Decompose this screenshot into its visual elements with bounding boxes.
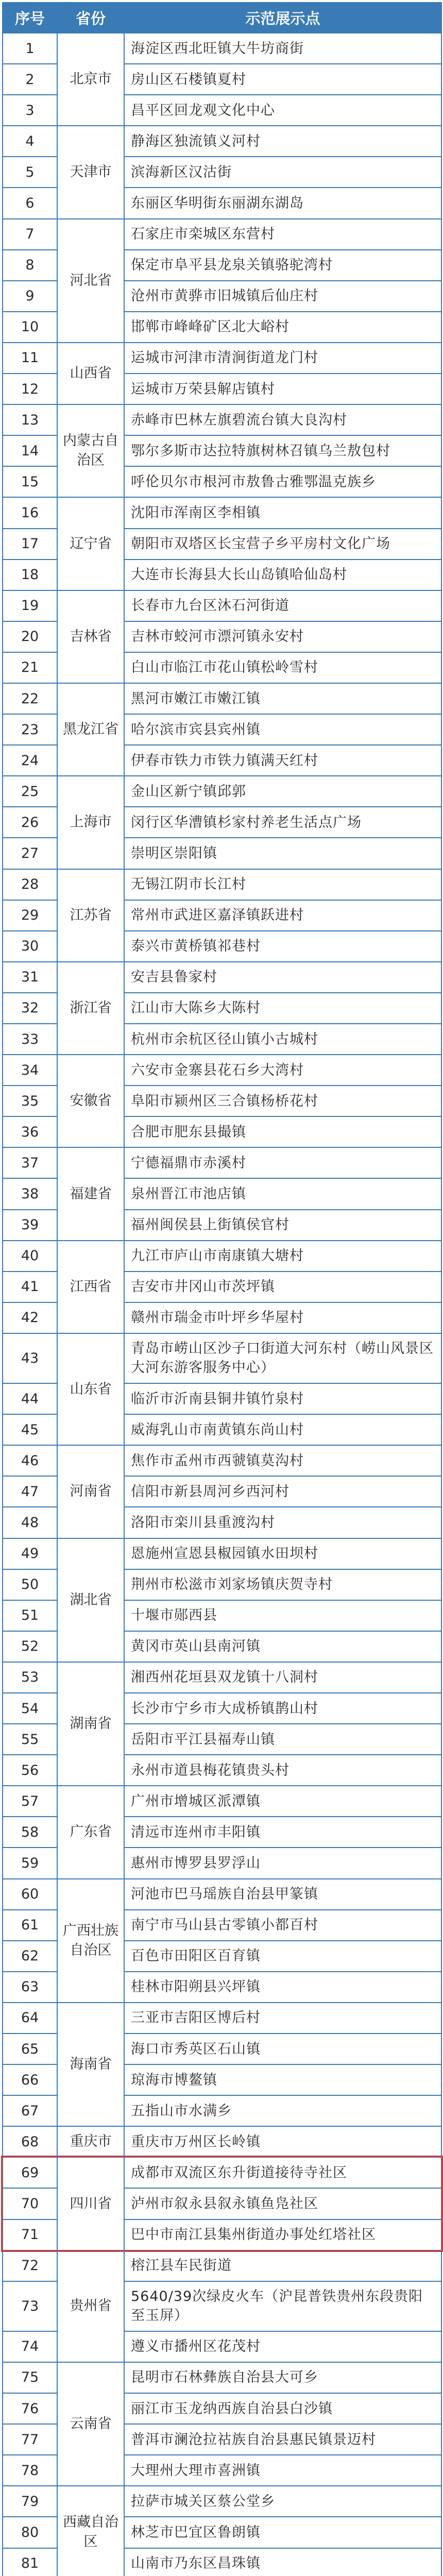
province-cell: 重庆市 <box>57 2126 124 2157</box>
province-cell: 江西省 <box>57 1241 124 1333</box>
table-row <box>3 1786 441 1817</box>
province-cell: 云南省 <box>57 2362 124 2486</box>
province-cell: 江苏省 <box>57 869 124 962</box>
site-cell: 吉林市蛟河市漂河镇永安村 <box>124 621 441 652</box>
row-index: 52 <box>3 1631 57 1662</box>
site-cell: 九江市庐山市南康镇大塘村 <box>124 1241 441 1272</box>
province-cell: 湖北省 <box>57 1538 124 1662</box>
table-row <box>3 2486 441 2517</box>
row-index: 19 <box>3 590 57 621</box>
table-row <box>3 869 441 900</box>
site-cell: 河池市巴马瑶族自治县甲篆镇 <box>124 1879 441 1910</box>
row-index: 69 <box>3 2157 57 2188</box>
site-cell: 榕江县车民街道 <box>124 2250 441 2281</box>
table-row <box>3 1662 441 1693</box>
row-index: 39 <box>3 1210 57 1241</box>
row-index: 44 <box>3 1383 57 1414</box>
row-index: 76 <box>3 2393 57 2424</box>
site-cell: 安吉县鲁家村 <box>124 962 441 993</box>
row-index: 70 <box>3 2188 57 2219</box>
row-index: 58 <box>3 1817 57 1848</box>
site-cell: 崇明区崇阳镇 <box>124 838 441 869</box>
row-index: 6 <box>3 188 57 218</box>
row-index: 9 <box>3 281 57 312</box>
province-cell: 上海市 <box>57 776 124 869</box>
row-index: 16 <box>3 497 57 528</box>
table-row <box>3 1055 441 1086</box>
site-cell: 五指山市水满乡 <box>124 2095 441 2126</box>
row-index: 12 <box>3 374 57 404</box>
site-cell: 保定市阜平县龙泉关镇骆驼湾村 <box>124 250 441 281</box>
province-cell: 西藏自治区 <box>57 2486 124 2576</box>
province-cell: 福建省 <box>57 1147 124 1240</box>
province-cell: 内蒙古自治区 <box>57 404 124 497</box>
site-cell: 清远市连州市丰阳镇 <box>124 1817 441 1848</box>
row-index: 67 <box>3 2095 57 2126</box>
site-cell: 合肥市肥东县撮镇 <box>124 1116 441 1147</box>
row-index: 4 <box>3 126 57 157</box>
site-cell: 福州闽侯县上街镇侯官村 <box>124 1210 441 1241</box>
site-cell: 洛阳市栾川县重渡沟村 <box>124 1507 441 1538</box>
site-cell: 朝阳市双塔区长宝营子乡平房村文化广场 <box>124 529 441 560</box>
table-row <box>3 1879 441 1910</box>
site-cell: 吉安市井冈山市茨坪镇 <box>124 1272 441 1302</box>
row-index: 5 <box>3 157 57 188</box>
row-index: 54 <box>3 1693 57 1724</box>
row-index: 45 <box>3 1414 57 1445</box>
row-index: 25 <box>3 776 57 807</box>
row-index: 50 <box>3 1569 57 1600</box>
row-index: 17 <box>3 529 57 560</box>
site-cell: 黑河市嫩江市嫩江镇 <box>124 683 441 714</box>
row-index: 62 <box>3 1941 57 1972</box>
site-cell: 拉萨市城关区蔡公堂乡 <box>124 2486 441 2517</box>
header-province: 省份 <box>57 3 124 33</box>
site-cell: 黄冈市英山县南河镇 <box>124 1631 441 1662</box>
site-cell: 普洱市澜沧拉祜族自治县惠民镇景迈村 <box>124 2424 441 2455</box>
table-row <box>3 2157 441 2188</box>
table-row <box>3 126 441 157</box>
site-cell: 长春市九台区沐石河街道 <box>124 590 441 621</box>
site-cell: 山南市乃东区昌珠镇 <box>124 2548 441 2576</box>
table-row <box>3 1445 441 1476</box>
province-cell: 黑龙江省 <box>57 683 124 776</box>
site-cell: 昆明市石林彝族自治县大可乡 <box>124 2362 441 2393</box>
row-index: 65 <box>3 2033 57 2064</box>
row-index: 7 <box>3 219 57 250</box>
row-index: 73 <box>3 2281 57 2331</box>
row-index: 48 <box>3 1507 57 1538</box>
site-cell: 泸州市叙永县叙永镇鱼凫社区 <box>124 2188 441 2219</box>
site-cell: 琼海市博鳌镇 <box>124 2064 441 2095</box>
row-index: 79 <box>3 2486 57 2517</box>
site-cell: 南宁市马山县古零镇小都百村 <box>124 1910 441 1941</box>
site-cell: 运城市河津市清涧街道龙门村 <box>124 343 441 374</box>
province-cell: 广东省 <box>57 1786 124 1878</box>
row-index: 43 <box>3 1333 57 1383</box>
table-row <box>3 219 441 250</box>
site-cell: 临沂市沂南县铜井镇竹泉村 <box>124 1383 441 1414</box>
table-row <box>3 404 441 435</box>
site-cell: 闵行区华漕镇杉家村养老生活点广场 <box>124 807 441 838</box>
row-index: 33 <box>3 1024 57 1055</box>
table-row <box>3 2250 441 2281</box>
row-index: 46 <box>3 1445 57 1476</box>
table-row <box>3 962 441 993</box>
row-index: 57 <box>3 1786 57 1817</box>
row-index: 34 <box>3 1055 57 1086</box>
site-cell: 昌平区回龙观文化中心 <box>124 95 441 126</box>
row-index: 29 <box>3 900 57 931</box>
site-cell: 沧州市黄骅市旧城镇后仙庄村 <box>124 281 441 312</box>
site-cell: 无锡江阴市长江村 <box>124 869 441 900</box>
site-cell: 赣州市瑞金市叶坪乡华屋村 <box>124 1302 441 1333</box>
table-row <box>3 590 441 621</box>
table-row <box>3 1333 441 1383</box>
row-index: 49 <box>3 1538 57 1569</box>
site-cell: 宁德福鼎市赤溪村 <box>124 1147 441 1178</box>
site-cell: 永州市道县梅花镇贵头村 <box>124 1755 441 1786</box>
site-cell: 呼伦贝尔市根河市敖鲁古雅鄂温克族乡 <box>124 466 441 497</box>
site-cell: 伊春市铁力市铁力镇满天红村 <box>124 745 441 776</box>
row-index: 10 <box>3 312 57 343</box>
site-cell: 十堰市郧西县 <box>124 1600 441 1631</box>
row-index: 42 <box>3 1302 57 1333</box>
site-cell: 杭州市余杭区径山镇小古城村 <box>124 1024 441 1055</box>
row-index: 71 <box>3 2219 57 2250</box>
province-cell: 天津市 <box>57 126 124 218</box>
row-index: 30 <box>3 931 57 962</box>
row-index: 15 <box>3 466 57 497</box>
site-cell: 广州市增城区派潭镇 <box>124 1786 441 1817</box>
site-cell: 丽江市玉龙纳西族自治县白沙镇 <box>124 2393 441 2424</box>
table-row <box>3 497 441 528</box>
row-index: 59 <box>3 1848 57 1878</box>
province-cell: 山东省 <box>57 1333 124 1445</box>
row-index: 53 <box>3 1662 57 1693</box>
row-index: 77 <box>3 2424 57 2455</box>
site-cell: 恩施州宣恩县椒园镇水田坝村 <box>124 1538 441 1569</box>
site-cell: 荆州市松滋市刘家场镇庆贺寺村 <box>124 1569 441 1600</box>
row-index: 66 <box>3 2064 57 2095</box>
province-cell: 河南省 <box>57 1445 124 1538</box>
row-index: 47 <box>3 1476 57 1507</box>
province-cell: 辽宁省 <box>57 497 124 590</box>
table-row <box>3 1147 441 1178</box>
table-body <box>3 33 441 2576</box>
site-cell: 江山市大陈乡大陈村 <box>124 993 441 1024</box>
table-row <box>3 1538 441 1569</box>
site-cell: 巴中市南江县集州街道办事处红塔社区 <box>124 2219 441 2250</box>
province-cell: 北京市 <box>57 33 124 126</box>
site-cell: 成都市双流区东升街道接待寺社区 <box>124 2157 441 2188</box>
row-index: 18 <box>3 560 57 590</box>
site-cell: 六安市金寨县花石乡大湾村 <box>124 1055 441 1086</box>
site-cell: 运城市万荣县解店镇村 <box>124 374 441 404</box>
site-cell: 重庆市万州区长岭镇 <box>124 2126 441 2157</box>
site-cell: 邯郸市峰峰矿区北大峪村 <box>124 312 441 343</box>
row-index: 78 <box>3 2455 57 2486</box>
site-cell: 阜阳市颍州区三合镇杨桥花村 <box>124 1086 441 1116</box>
table-row <box>3 33 441 64</box>
row-index: 55 <box>3 1724 57 1755</box>
table-row <box>3 2362 441 2393</box>
site-cell: 桂林市阳朔县兴坪镇 <box>124 1972 441 2003</box>
province-cell: 山西省 <box>57 343 124 404</box>
site-cell: 沈阳市浑南区李相镇 <box>124 497 441 528</box>
site-cell: 赤峰市巴林左旗碧流台镇大良沟村 <box>124 404 441 435</box>
province-cell: 吉林省 <box>57 590 124 683</box>
site-cell: 三亚市吉阳区博后村 <box>124 2003 441 2033</box>
row-index: 20 <box>3 621 57 652</box>
row-index: 60 <box>3 1879 57 1910</box>
table-row <box>3 343 441 374</box>
site-cell: 林芝市巴宜区鲁朗镇 <box>124 2517 441 2548</box>
site-cell: 白山市临江市花山镇松岭雪村 <box>124 652 441 683</box>
row-index: 21 <box>3 652 57 683</box>
row-index: 22 <box>3 683 57 714</box>
province-cell: 海南省 <box>57 2003 124 2126</box>
site-cell: 遵义市播州区花茂村 <box>124 2331 441 2362</box>
site-cell: 海淀区西北旺镇大牛坊商街 <box>124 33 441 64</box>
header-index: 序号 <box>3 3 57 33</box>
row-index: 32 <box>3 993 57 1024</box>
table-row <box>3 776 441 807</box>
demo-sites-table <box>2 2 442 2576</box>
site-cell: 长沙市宁乡市大成桥镇鹊山村 <box>124 1693 441 1724</box>
province-cell: 湖南省 <box>57 1662 124 1786</box>
row-index: 28 <box>3 869 57 900</box>
province-cell: 浙江省 <box>57 962 124 1055</box>
row-index: 8 <box>3 250 57 281</box>
row-index: 3 <box>3 95 57 126</box>
row-index: 72 <box>3 2250 57 2281</box>
row-index: 61 <box>3 1910 57 1941</box>
site-cell: 大理州大理市喜洲镇 <box>124 2455 441 2486</box>
row-index: 27 <box>3 838 57 869</box>
row-index: 56 <box>3 1755 57 1786</box>
province-cell: 河北省 <box>57 219 124 343</box>
site-cell: 威海乳山市南黄镇东尚山村 <box>124 1414 441 1445</box>
site-cell: 滨海新区汉沽街 <box>124 157 441 188</box>
row-index: 36 <box>3 1116 57 1147</box>
site-cell: 房山区石楼镇夏村 <box>124 64 441 95</box>
row-index: 68 <box>3 2126 57 2157</box>
row-index: 38 <box>3 1178 57 1209</box>
row-index: 13 <box>3 404 57 435</box>
site-cell: 大连市长海县大长山岛镇哈仙岛村 <box>124 560 441 590</box>
row-index: 74 <box>3 2331 57 2362</box>
site-cell: 湘西州花垣县双龙镇十八洞村 <box>124 1662 441 1693</box>
row-index: 81 <box>3 2548 57 2576</box>
site-cell: 鄂尔多斯市达拉特旗树林召镇乌兰敖包村 <box>124 435 441 466</box>
site-cell: 石家庄市栾城区东营村 <box>124 219 441 250</box>
province-cell: 贵州省 <box>57 2250 124 2362</box>
row-index: 24 <box>3 745 57 776</box>
row-index: 1 <box>3 33 57 64</box>
site-cell: 海口市秀英区石山镇 <box>124 2033 441 2064</box>
province-cell: 广西壮族自治区 <box>57 1879 124 2003</box>
site-cell: 百色市田阳区百育镇 <box>124 1941 441 1972</box>
row-index: 37 <box>3 1147 57 1178</box>
site-cell: 泰兴市黄桥镇祁巷村 <box>124 931 441 962</box>
site-cell: 静海区独流镇义河村 <box>124 126 441 157</box>
row-index: 31 <box>3 962 57 993</box>
row-index: 11 <box>3 343 57 374</box>
site-cell: 5640/39次绿皮火车（沪昆普铁贵州东段贵阳至玉屏） <box>124 2281 441 2331</box>
site-cell: 泉州晋江市池店镇 <box>124 1178 441 1209</box>
row-index: 35 <box>3 1086 57 1116</box>
row-index: 63 <box>3 1972 57 2003</box>
province-cell: 安徽省 <box>57 1055 124 1147</box>
header-site: 示范展示点 <box>124 3 441 33</box>
site-cell: 信阳市新县周河乡西河村 <box>124 1476 441 1507</box>
row-index: 23 <box>3 714 57 745</box>
site-cell: 东丽区华明街东丽湖东湖岛 <box>124 188 441 218</box>
province-cell: 四川省 <box>57 2157 124 2250</box>
table-header-row <box>3 3 441 33</box>
site-cell: 常州市武进区嘉泽镇跃进村 <box>124 900 441 931</box>
row-index: 40 <box>3 1241 57 1272</box>
row-index: 2 <box>3 64 57 95</box>
site-cell: 岳阳市平江县福寿山镇 <box>124 1724 441 1755</box>
table-row <box>3 2126 441 2157</box>
row-index: 75 <box>3 2362 57 2393</box>
site-cell: 金山区新宁镇邱郭 <box>124 776 441 807</box>
row-index: 41 <box>3 1272 57 1302</box>
row-index: 26 <box>3 807 57 838</box>
site-cell: 青岛市崂山区沙子口街道大河东村（崂山风景区大河东游客服务中心） <box>124 1333 441 1383</box>
row-index: 64 <box>3 2003 57 2033</box>
site-cell: 哈尔滨市宾县宾州镇 <box>124 714 441 745</box>
site-cell: 惠州市博罗县罗浮山 <box>124 1848 441 1878</box>
table-row <box>3 683 441 714</box>
table-row <box>3 2003 441 2033</box>
row-index: 51 <box>3 1600 57 1631</box>
row-index: 14 <box>3 435 57 466</box>
row-index: 80 <box>3 2517 57 2548</box>
site-cell: 焦作市孟州市西虢镇莫沟村 <box>124 1445 441 1476</box>
table-row <box>3 1241 441 1272</box>
